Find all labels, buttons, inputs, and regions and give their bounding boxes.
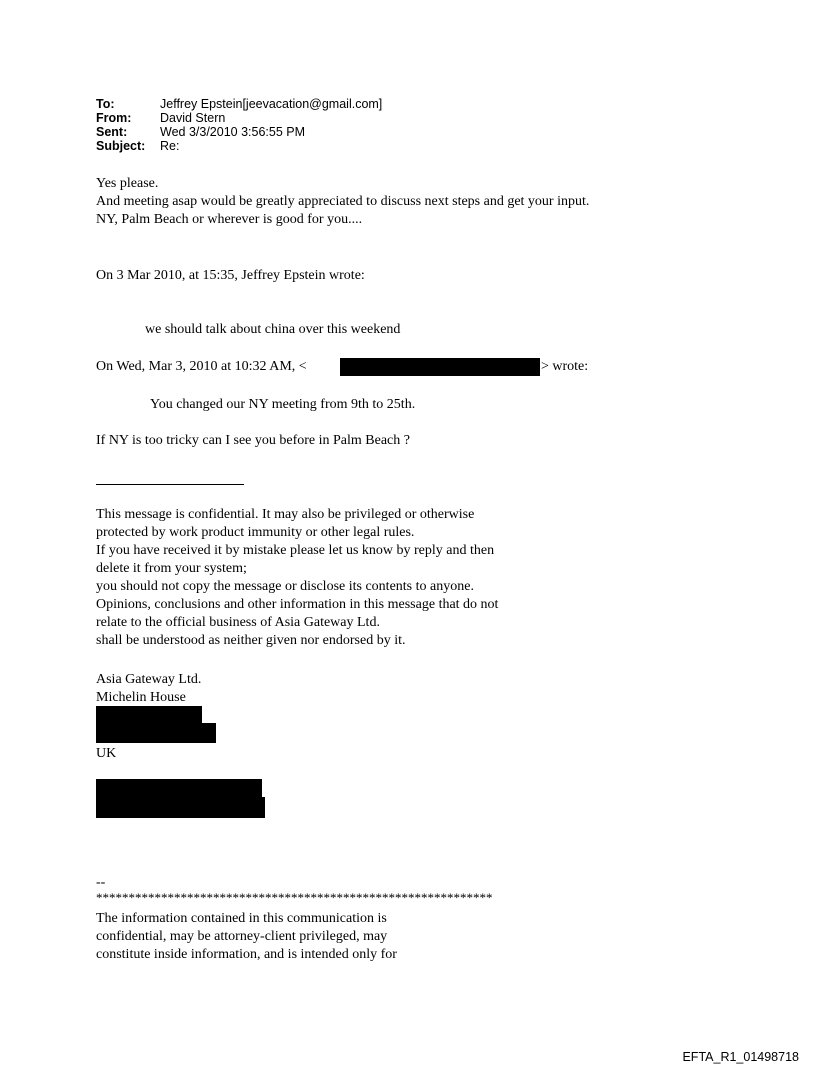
disclaimer-line: you should not copy the message or disclose its contents to anyone.	[96, 579, 474, 594]
signature-notice	[96, 910, 397, 964]
reply-line-2: And meeting asap would be greatly appreciated to discuss next steps and get your input.	[96, 194, 590, 209]
document-id: EFTA_R1_01498718	[682, 1050, 799, 1064]
disclaimer-line: shall be understood as neither given nor endorsed by it.	[96, 633, 406, 648]
disclaimer-line: This message is confidential. It may also be privileged or otherwise	[96, 507, 475, 522]
reply-body	[96, 175, 589, 229]
sent-value: Wed 3/3/2010 3:56:55 PM	[160, 125, 306, 139]
redaction-address-line-2	[96, 723, 216, 743]
subject-value: Re:	[160, 139, 180, 153]
redaction-contact-line-2	[96, 797, 265, 818]
quote2-line-1: You changed our NY meeting from 9th to 25th.	[150, 397, 416, 412]
sent-row	[96, 125, 382, 139]
signature-dashes: --	[96, 875, 106, 890]
to-value: Jeffrey Epstein[jeevacation@gmail.com]	[160, 97, 383, 111]
redaction-email-address	[340, 358, 540, 376]
disclaimer-line: protected by work product immunity or other legal rules.	[96, 525, 415, 540]
quote1-attribution: On 3 Mar 2010, at 15:35, Jeffrey Epstein wrote:	[96, 268, 365, 283]
disclaimer-line: relate to the official business of Asia Gateway Ltd.	[96, 615, 380, 630]
reply-line-3: NY, Palm Beach or wherever is good for you....	[96, 212, 363, 227]
quote2-line-2: If NY is too tricky can I see you before in Palm Beach ?	[96, 433, 410, 448]
email-header	[96, 97, 382, 153]
quote2-attribution-prefix: On Wed, Mar 3, 2010 at 10:32 AM, <	[96, 359, 307, 374]
subject-label: Subject:	[96, 139, 146, 153]
address-company: Asia Gateway Ltd.	[96, 672, 202, 687]
signature-line: constitute inside information, and is intended only for	[96, 947, 397, 962]
from-value: David Stern	[160, 111, 226, 125]
disclaimer	[96, 506, 498, 650]
address-country: UK	[96, 746, 117, 761]
quote2-attribution-suffix: > wrote:	[541, 359, 589, 374]
to-row	[96, 97, 382, 111]
disclaimer-line: If you have received it by mistake please let us know by reply and then	[96, 543, 495, 558]
signature-line: confidential, may be attorney-client privileged, may	[96, 929, 388, 944]
subject-row	[96, 139, 382, 153]
separator-rule	[96, 484, 244, 485]
address-building: Michelin House	[96, 690, 186, 705]
signature-stars: *************************************************************	[96, 890, 493, 905]
disclaimer-line: delete it from your system;	[96, 561, 247, 576]
from-row	[96, 111, 382, 125]
reply-line-1: Yes please.	[96, 176, 159, 191]
sent-label: Sent:	[96, 125, 128, 139]
disclaimer-line: Opinions, conclusions and other information in this message that do not	[96, 597, 499, 612]
signature-line: The information contained in this communication is	[96, 911, 387, 926]
quote1-body: we should talk about china over this weekend	[145, 322, 401, 337]
to-label: To:	[96, 97, 115, 111]
from-label: From:	[96, 111, 132, 125]
